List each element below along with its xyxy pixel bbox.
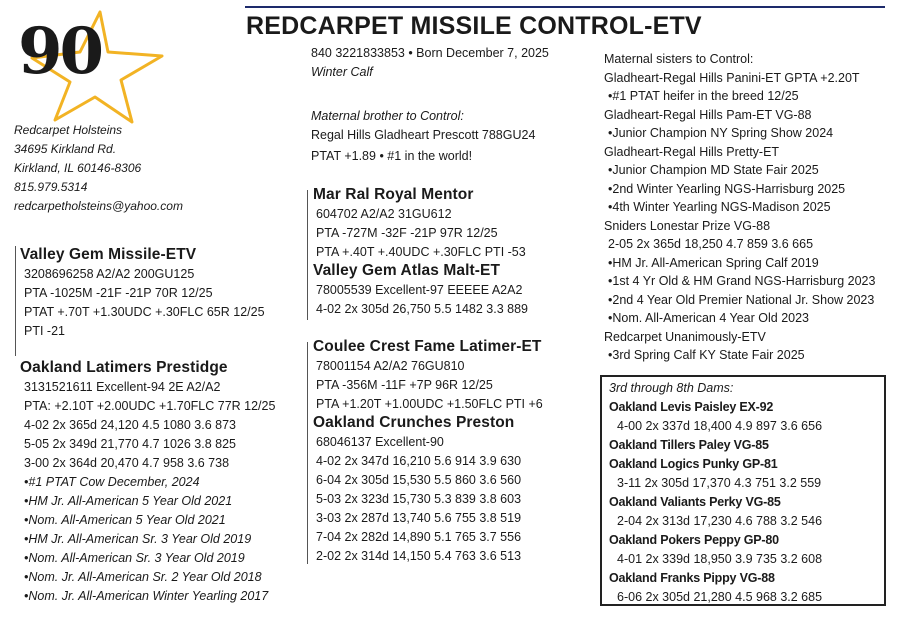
- consignor-farm: Redcarpet Holsteins: [14, 123, 123, 137]
- ancestor-dam-name: Oakland Logics Punky GP-81: [609, 457, 778, 471]
- dam-dam-record: 7-04 2x 282d 14,890 5.1 765 3.7 556: [316, 530, 522, 544]
- dam-honor: •HM Jr. All-American 5 Year Old 2021: [24, 494, 233, 508]
- dam-sire-name: Coulee Crest Fame Latimer-ET: [313, 338, 542, 355]
- dam-id: 3131521611 Excellent-94 2E A2/A2: [24, 380, 221, 394]
- sire-dam-block: [313, 260, 528, 319]
- ancestor-dam-record: 2-04 2x 313d 17,230 4.6 788 3.2 546: [617, 514, 823, 528]
- ancestor-dam-record: 3-11 2x 305d 17,370 4.3 751 3.2 559: [617, 476, 822, 490]
- sire-pti: PTI -21: [24, 324, 65, 338]
- dam-honor: •#1 PTAT Cow December, 2024: [24, 475, 200, 489]
- sire-dam-id: 78005539 Excellent-97 EEEEE A2A2: [316, 283, 523, 297]
- consignor-phone: 815.979.5314: [14, 180, 88, 194]
- sister-honor: •Nom. All-American 4 Year Old 2023: [608, 311, 810, 325]
- sister-record: 2-05 2x 365d 18,250 4.7 859 3.6 665: [608, 237, 814, 251]
- sister-name: Redcarpet Unanimously-ETV: [604, 329, 766, 344]
- dam-dam-id: 68046137 Excellent-90: [316, 435, 444, 449]
- consignor-contact: [14, 121, 183, 216]
- dams-box-label: 3rd through 8th Dams:: [609, 381, 734, 395]
- maternal-sisters-list: [604, 69, 875, 365]
- dams-box-content: [609, 379, 822, 607]
- consignor-email[interactable]: redcarpetholsteins@yahoo.com: [14, 199, 183, 213]
- dam-record: 4-02 2x 365d 24,120 4.5 1080 3.6 873: [24, 418, 236, 432]
- sister-honor: •2nd 4 Year Old Premier National Jr. Show 2023: [608, 292, 875, 307]
- consignor-city: Kirkland, IL 60146-8306: [14, 161, 142, 175]
- animal-class: Winter Calf: [311, 65, 373, 79]
- sister-honor: •Junior Champion NY Spring Show 2024: [608, 126, 834, 140]
- dam-honor: •Nom. Jr. All-American Winter Yearling 2017: [24, 589, 269, 603]
- page-title: REDCARPET MISSILE CONTROL-ETV: [246, 12, 702, 40]
- dam-block: [20, 357, 275, 606]
- sire-pta: PTA -1025M -21F -21P 70R 12/25: [24, 286, 213, 300]
- sire-sire-name: Mar Ral Royal Mentor: [313, 186, 474, 203]
- ancestor-dam-name: Oakland Franks Pippy VG-88: [609, 571, 775, 585]
- sister-honor: •1st 4 Yr Old & HM Grand NGS-Harrisburg 2023: [608, 274, 876, 288]
- dam-dam-record: 4-02 2x 347d 16,210 5.6 914 3.9 630: [316, 454, 522, 468]
- sire-dam-name: Valley Gem Atlas Malt-ET: [313, 262, 501, 279]
- dam-honor: •Nom. All-American 5 Year Old 2021: [24, 513, 226, 527]
- dam-sire-block: [313, 336, 543, 414]
- dam-record: 3-00 2x 364d 20,470 4.7 958 3.6 738: [24, 456, 230, 470]
- dam-side-bracket: [307, 342, 308, 564]
- sire-sire-block: [313, 184, 526, 262]
- dam-sire-pta: PTA -356M -11F +7P 96R 12/25: [316, 378, 493, 392]
- dam-pta: PTA: +2.10T +2.00UDC +1.70FLC 77R 12/25: [24, 399, 276, 413]
- ancestor-dam-record: 4-01 2x 339d 18,950 3.9 735 3.2 608: [617, 552, 823, 566]
- sire-dam-record: 4-02 2x 305d 26,750 5.5 1482 3.3 889: [316, 302, 528, 316]
- sister-name: Gladheart-Regal Hills Pam-ET VG-88: [604, 107, 812, 122]
- maternal-brother-name: Regal Hills Gladheart Prescott 788GU24: [311, 128, 536, 142]
- ancestor-dam-record: 4-00 2x 337d 18,400 4.9 897 3.6 656: [617, 419, 823, 433]
- sister-honor: •#1 PTAT heifer in the breed 12/25: [608, 89, 799, 103]
- sister-name: Sniders Lonestar Prize VG-88: [604, 218, 771, 233]
- sire-block: [20, 244, 265, 341]
- maternal-sisters: [604, 50, 875, 365]
- dam-record: 5-05 2x 349d 21,770 4.7 1026 3.8 825: [24, 437, 236, 451]
- dam-honor: •HM Jr. All-American Sr. 3 Year Old 2019: [24, 532, 252, 546]
- dam-sire-id: 78001154 A2/A2 76GU810: [316, 359, 465, 373]
- sister-honor: •3rd Spring Calf KY State Fair 2025: [608, 348, 805, 362]
- ancestor-dam-name: Oakland Tillers Paley VG-85: [609, 438, 769, 452]
- animal-id-birth: 840 3221833853 • Born December 7, 2025: [311, 46, 549, 60]
- dam-name: Oakland Latimers Prestidge: [20, 359, 228, 376]
- top-rule: [245, 6, 885, 8]
- ancestor-dam-record: 6-06 2x 305d 21,280 4.5 968 3.2 685: [617, 590, 823, 604]
- consignor-address: 34695 Kirkland Rd.: [14, 142, 117, 156]
- sister-name: Gladheart-Regal Hills Pretty-ET: [604, 144, 780, 159]
- dams-list: [609, 398, 822, 607]
- dam-dam-name: Oakland Crunches Preston: [313, 414, 515, 431]
- sire-id: 3208696258 A2/A2 200GU125: [24, 267, 195, 281]
- sire-side-bracket: [307, 190, 308, 320]
- sister-honor: •Junior Champion MD State Fair 2025: [608, 163, 819, 177]
- maternal-brother-label: Maternal brother to Control:: [311, 109, 464, 123]
- sire-ptat: PTAT +.70T +1.30UDC +.30FLC 65R 12/25: [24, 305, 265, 319]
- dam-dam-record: 5-03 2x 323d 15,730 5.3 839 3.8 603: [316, 492, 522, 506]
- maternal-sisters-label: Maternal sisters to Control:: [604, 52, 754, 66]
- dam-dam-record: 2-02 2x 314d 14,150 5.4 763 3.6 513: [316, 549, 522, 563]
- sire-name: Valley Gem Missile-ETV: [20, 246, 197, 263]
- dam-dam-record: 6-04 2x 305d 15,530 5.5 860 3.6 560: [316, 473, 522, 487]
- ancestor-dam-name: Oakland Pokers Peppy GP-80: [609, 533, 779, 547]
- animal-info: [311, 44, 549, 82]
- sister-name: Gladheart-Regal Hills Panini-ET GPTA +2.20T: [604, 70, 860, 85]
- ancestor-dam-name: Oakland Levis Paisley EX-92: [609, 400, 774, 414]
- dam-dam-record: 3-03 2x 287d 13,740 5.6 755 3.8 519: [316, 511, 522, 525]
- sire-sire-pta: PTA -727M -32F -21P 97R 12/25: [316, 226, 498, 240]
- dam-dam-block: [313, 412, 521, 566]
- sister-honor: •4th Winter Yearling NGS-Madison 2025: [608, 200, 831, 214]
- sister-honor: •2nd Winter Yearling NGS-Harrisburg 2025: [608, 181, 846, 196]
- maternal-brother: [311, 107, 535, 166]
- ancestor-dam-name: Oakland Valiants Perky VG-85: [609, 495, 781, 509]
- lot-number: 90: [18, 14, 102, 89]
- sire-sire-ptat: PTA +.40T +.40UDC +.30FLC PTI -53: [316, 245, 526, 259]
- dam-sire-ptat: PTA +1.20T +1.00UDC +1.50FLC PTI +6: [316, 397, 543, 411]
- dam-honor: •Nom. Jr. All-American Sr. 2 Year Old 2018: [24, 570, 262, 584]
- sire-sire-id: 604702 A2/A2 31GU612: [316, 207, 452, 221]
- dam-honor: •Nom. All-American Sr. 3 Year Old 2019: [24, 551, 245, 565]
- sister-honor: •HM Jr. All-American Spring Calf 2019: [608, 255, 819, 270]
- maternal-brother-ptat: PTAT +1.89 • #1 in the world!: [311, 149, 473, 163]
- sire-bracket: [15, 246, 16, 356]
